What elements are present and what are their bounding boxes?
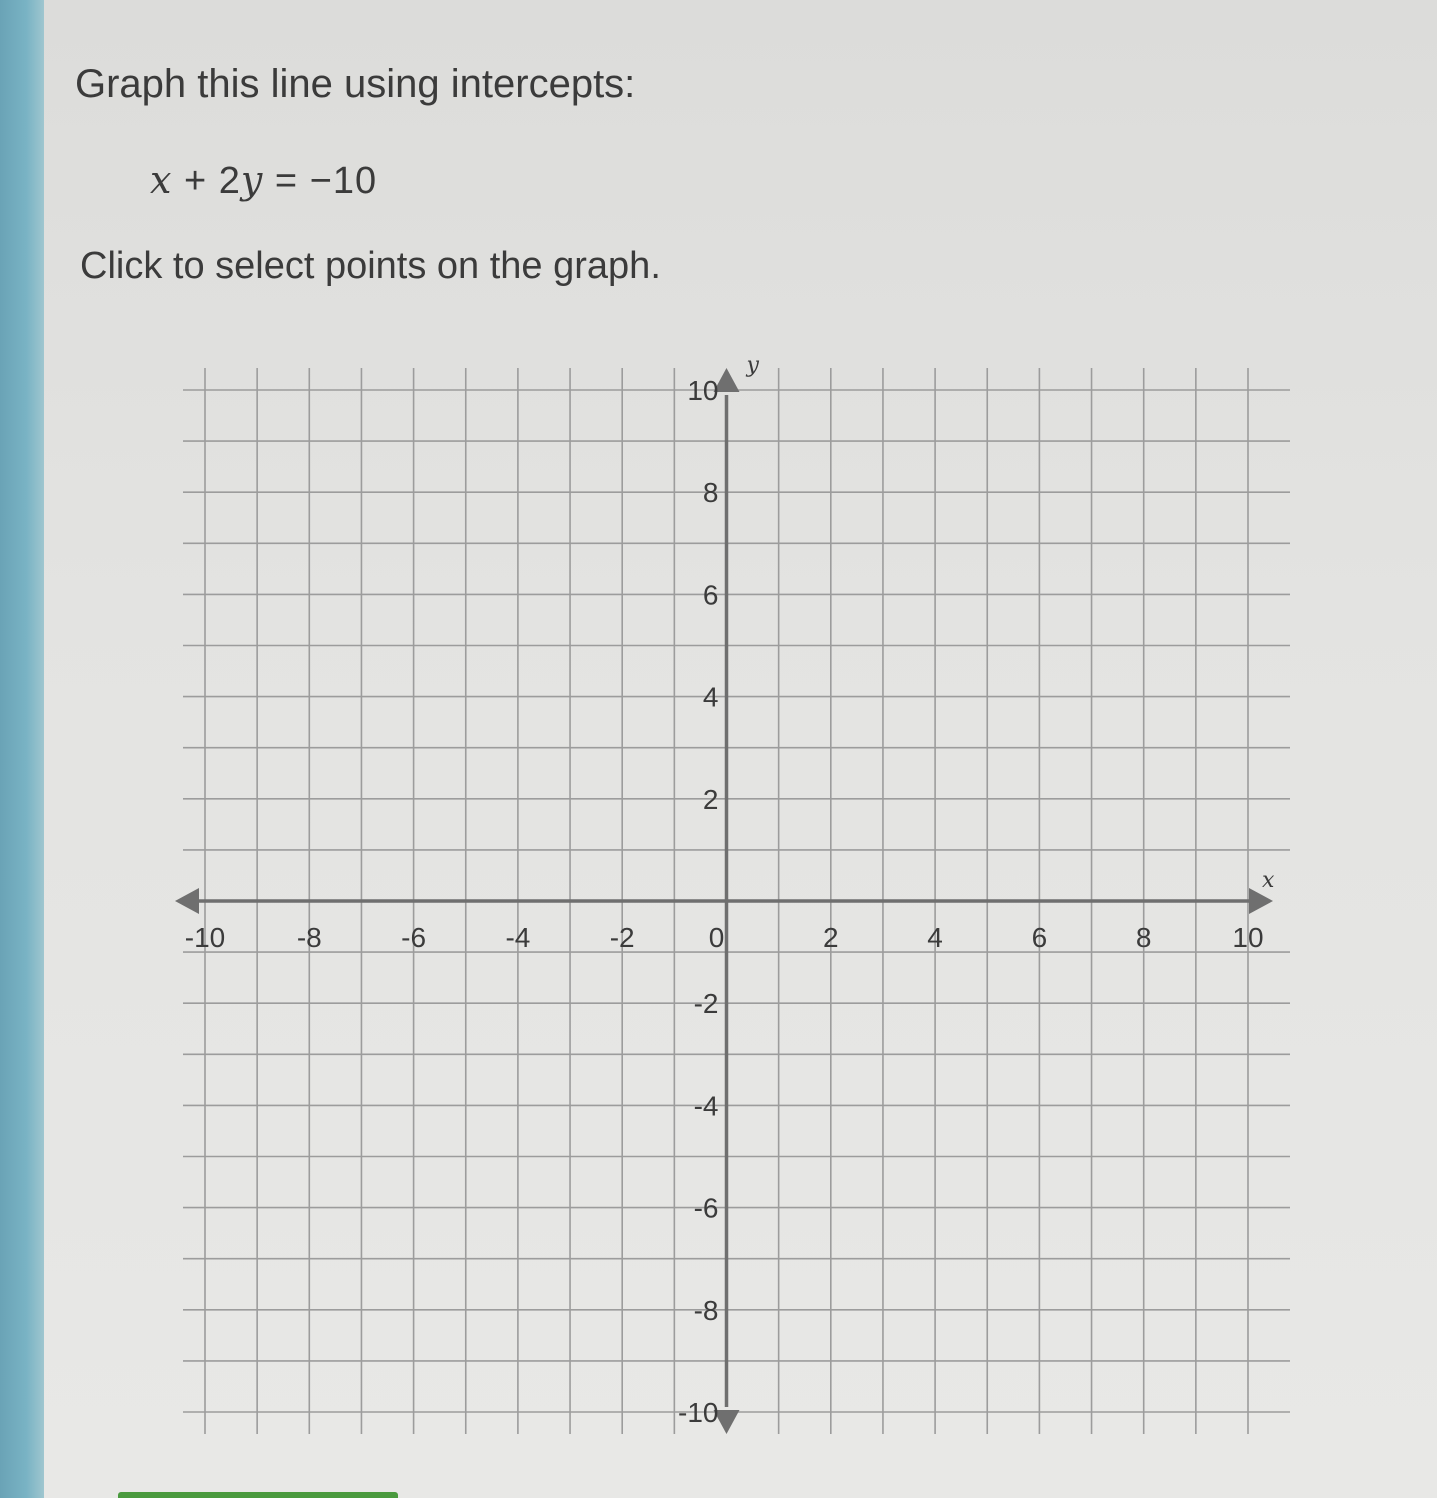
equation-x: x — [150, 158, 173, 202]
y-tick-label: 10 — [687, 375, 719, 406]
y-axis-label: y — [746, 353, 759, 378]
equation-rhs: = −10 — [263, 160, 378, 202]
x-tick-label: 4 — [927, 922, 943, 953]
y-tick-label: -8 — [693, 1294, 719, 1326]
x-tick-label: 0 — [708, 922, 725, 953]
question-prompt: Graph this line using intercepts: — [75, 62, 636, 106]
x-tick-label: 2 — [823, 922, 839, 953]
y-tick-label: 2 — [702, 783, 719, 815]
x-tick-label: 10 — [1232, 922, 1264, 953]
y-tick-label: 4 — [702, 681, 719, 713]
x-tick-label: -6 — [401, 922, 427, 953]
x-tick-label: -2 — [609, 922, 635, 953]
x-tick-label: -10 — [184, 922, 226, 953]
y-tick-label: -10 — [678, 1397, 719, 1428]
y-tick-label: -4 — [693, 1090, 719, 1122]
x-axis-label: x — [1262, 868, 1275, 893]
equation-y: y — [240, 158, 264, 202]
x-tick-label: -8 — [296, 922, 322, 953]
submit-button[interactable] — [118, 1492, 398, 1498]
y-tick-label: -2 — [693, 988, 719, 1020]
y-tick-label: 6 — [702, 579, 719, 611]
x-tick-label: 6 — [1031, 922, 1048, 953]
equation-plus-term: + 2 — [172, 160, 241, 202]
instruction-text: Click to select points on the graph. — [80, 245, 661, 287]
x-tick-label: 8 — [1135, 922, 1152, 953]
y-tick-label: 8 — [702, 477, 719, 509]
x-tick-label: -4 — [505, 922, 531, 953]
x-axis-left-arrow — [175, 888, 199, 914]
y-tick-label: -6 — [693, 1192, 719, 1224]
